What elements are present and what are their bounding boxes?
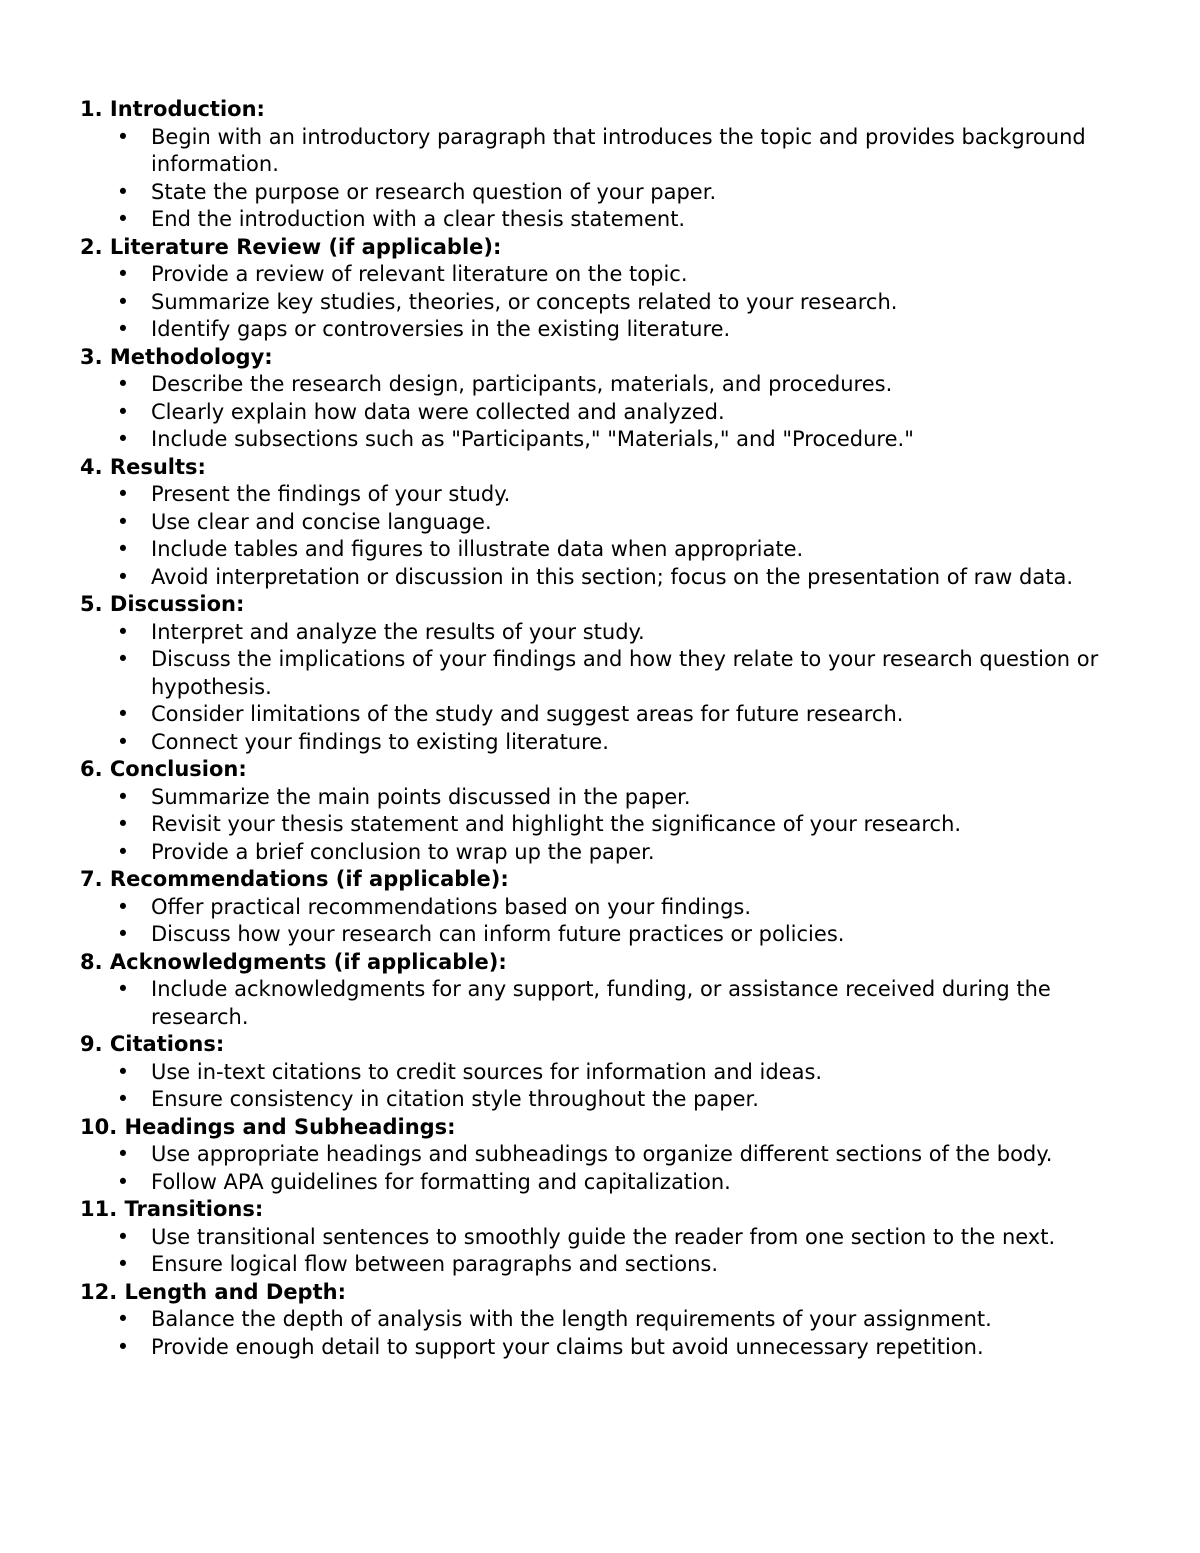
bullet-item xyxy=(80,261,1140,289)
bullet-text: Provide a review of relevant literature on the topic. xyxy=(151,262,688,286)
bullet-dot-icon: • xyxy=(116,977,130,1001)
bullet-list xyxy=(80,261,1140,344)
bullet-text: Include tables and figures to illustrate data when appropriate. xyxy=(151,537,804,561)
bullet-item xyxy=(80,839,1140,867)
bullet-item xyxy=(80,811,1140,839)
bullet-list xyxy=(80,619,1140,757)
bullet-dot-icon: • xyxy=(116,509,130,534)
outline-section xyxy=(80,866,1140,949)
bullet-dot-icon: • xyxy=(116,564,130,589)
bullet-list xyxy=(80,1306,1140,1361)
bullet-dot-icon: • xyxy=(116,1059,130,1084)
bullet-item xyxy=(80,619,1140,647)
bullet-text: Summarize the main points discussed in the paper. xyxy=(151,784,691,809)
outline-section xyxy=(80,344,1140,454)
bullet-text: Use transitional sentences to smoothly guide the reader from one section to the next. xyxy=(151,1224,1056,1249)
bullet-text: Use clear and concise language. xyxy=(151,509,492,534)
bullet-dot-icon: • xyxy=(116,1252,130,1276)
bullet-item xyxy=(80,1334,1140,1362)
bullet-text: Include subsections such as "Participants," "Materials," and "Procedure." xyxy=(151,427,914,451)
outline-section xyxy=(80,591,1140,756)
bullet-item xyxy=(80,536,1140,564)
outline-section xyxy=(80,1196,1140,1279)
bullet-dot-icon: • xyxy=(116,317,130,341)
bullet-dot-icon: • xyxy=(116,1142,130,1166)
bullet-dot-icon: • xyxy=(116,262,130,286)
bullet-list xyxy=(80,481,1140,591)
bullet-item xyxy=(80,179,1140,207)
outline-section xyxy=(80,1031,1140,1114)
bullet-text: Use appropriate headings and subheadings to organize different sections of the body. xyxy=(151,1142,1053,1166)
outline-section xyxy=(80,234,1140,344)
document-body xyxy=(80,96,1140,1361)
bullet-list xyxy=(80,1141,1140,1196)
bullet-item xyxy=(80,1141,1140,1169)
bullet-item xyxy=(80,124,1140,179)
section-heading: 1. Introduction: xyxy=(80,97,265,121)
bullet-dot-icon: • xyxy=(116,1087,130,1111)
bullet-item xyxy=(80,1306,1140,1334)
bullet-dot-icon: • xyxy=(116,619,130,644)
bullet-text: Ensure consistency in citation style throughout the paper. xyxy=(151,1087,759,1111)
bullet-item xyxy=(80,399,1140,427)
bullet-dot-icon: • xyxy=(116,289,130,314)
bullet-item xyxy=(80,1251,1140,1279)
bullet-text: Use in-text citations to credit sources for information and ideas. xyxy=(151,1059,823,1084)
bullet-text: Discuss the implications of your findings and how they relate to your research question or hypothesis. xyxy=(151,647,1099,699)
bullet-text: Provide enough detail to support your claims but avoid unnecessary repetition. xyxy=(151,1334,984,1359)
outline-section xyxy=(80,454,1140,592)
bullet-item xyxy=(80,976,1140,1031)
bullet-text: Consider limitations of the study and suggest areas for future research. xyxy=(151,702,904,726)
bullet-item xyxy=(80,646,1140,701)
bullet-list xyxy=(80,784,1140,867)
bullet-item xyxy=(80,481,1140,509)
bullet-item xyxy=(80,426,1140,454)
bullet-item xyxy=(80,371,1140,399)
outline-section xyxy=(80,1279,1140,1362)
bullet-text: Describe the research design, participants, materials, and procedures. xyxy=(151,372,893,396)
outline-section xyxy=(80,96,1140,234)
bullet-list xyxy=(80,1224,1140,1279)
bullet-item xyxy=(80,921,1140,949)
section-heading: 4. Results: xyxy=(80,454,206,479)
section-heading: 5. Discussion: xyxy=(80,592,245,616)
section-heading: 10. Headings and Subheadings: xyxy=(80,1114,456,1139)
bullet-text: Balance the depth of analysis with the length requirements of your assignment. xyxy=(151,1307,992,1331)
bullet-dot-icon: • xyxy=(116,427,130,451)
bullet-text: Follow APA guidelines for formatting and capitalization. xyxy=(151,1169,731,1194)
bullet-item xyxy=(80,701,1140,729)
bullet-item xyxy=(80,564,1140,592)
bullet-text: Discuss how your research can inform future practices or policies. xyxy=(151,922,845,946)
bullet-list xyxy=(80,894,1140,949)
bullet-dot-icon: • xyxy=(116,812,130,836)
bullet-list xyxy=(80,1059,1140,1114)
bullet-text: Interpret and analyze the results of your study. xyxy=(151,619,645,644)
bullet-item xyxy=(80,289,1140,317)
bullet-dot-icon: • xyxy=(116,894,130,919)
bullet-item xyxy=(80,729,1140,757)
outline-section xyxy=(80,756,1140,866)
section-heading: 7. Recommendations (if applicable): xyxy=(80,867,509,891)
bullet-dot-icon: • xyxy=(116,399,130,424)
bullet-text: Connect your findings to existing literature. xyxy=(151,729,609,754)
bullet-text: Present the findings of your study. xyxy=(151,482,511,506)
bullet-text: Provide a brief conclusion to wrap up the paper. xyxy=(151,839,655,864)
bullet-text: State the purpose or research question of your paper. xyxy=(151,179,717,204)
bullet-item xyxy=(80,1086,1140,1114)
bullet-dot-icon: • xyxy=(116,702,130,726)
bullet-dot-icon: • xyxy=(116,647,130,671)
bullet-item xyxy=(80,509,1140,537)
bullet-dot-icon: • xyxy=(116,537,130,561)
bullet-text: Ensure logical flow between paragraphs and sections. xyxy=(151,1252,718,1276)
bullet-dot-icon: • xyxy=(116,482,130,506)
bullet-text: Clearly explain how data were collected and analyzed. xyxy=(151,399,725,424)
bullet-item xyxy=(80,894,1140,922)
bullet-item xyxy=(80,1224,1140,1252)
section-heading: 3. Methodology: xyxy=(80,344,273,369)
bullet-text: Summarize key studies, theories, or concepts related to your research. xyxy=(151,289,898,314)
bullet-text: Offer practical recommendations based on your findings. xyxy=(151,894,752,919)
bullet-list xyxy=(80,371,1140,454)
bullet-item xyxy=(80,1059,1140,1087)
bullet-list xyxy=(80,976,1140,1031)
bullet-dot-icon: • xyxy=(116,372,130,396)
bullet-dot-icon: • xyxy=(116,1307,130,1331)
bullet-list xyxy=(80,124,1140,234)
bullet-dot-icon: • xyxy=(116,207,130,231)
bullet-text: Revisit your thesis statement and highlight the significance of your research. xyxy=(151,812,962,836)
bullet-item xyxy=(80,316,1140,344)
bullet-dot-icon: • xyxy=(116,124,130,149)
bullet-text: Begin with an introductory paragraph that introduces the topic and provides background information. xyxy=(151,124,1086,176)
bullet-dot-icon: • xyxy=(116,179,130,204)
bullet-dot-icon: • xyxy=(116,1169,130,1194)
outline-section xyxy=(80,1114,1140,1197)
section-heading: 6. Conclusion: xyxy=(80,757,247,781)
bullet-dot-icon: • xyxy=(116,839,130,864)
bullet-dot-icon: • xyxy=(116,784,130,809)
section-heading: 12. Length and Depth: xyxy=(80,1279,346,1304)
bullet-dot-icon: • xyxy=(116,729,130,754)
bullet-text: Avoid interpretation or discussion in this section; focus on the presentation of raw data. xyxy=(151,564,1074,589)
bullet-item xyxy=(80,784,1140,812)
section-heading: 8. Acknowledgments (if applicable): xyxy=(80,949,507,974)
bullet-dot-icon: • xyxy=(116,922,130,946)
bullet-item xyxy=(80,206,1140,234)
bullet-text: Identify gaps or controversies in the existing literature. xyxy=(151,317,731,341)
section-heading: 9. Citations: xyxy=(80,1032,225,1056)
bullet-text: Include acknowledgments for any support, funding, or assistance received during the research. xyxy=(151,977,1051,1029)
section-heading: 2. Literature Review (if applicable): xyxy=(80,234,502,259)
bullet-item xyxy=(80,1169,1140,1197)
bullet-dot-icon: • xyxy=(116,1224,130,1249)
bullet-dot-icon: • xyxy=(116,1334,130,1359)
bullet-text: End the introduction with a clear thesis statement. xyxy=(151,207,686,231)
outline-section xyxy=(80,949,1140,1032)
section-heading: 11. Transitions: xyxy=(80,1197,264,1221)
